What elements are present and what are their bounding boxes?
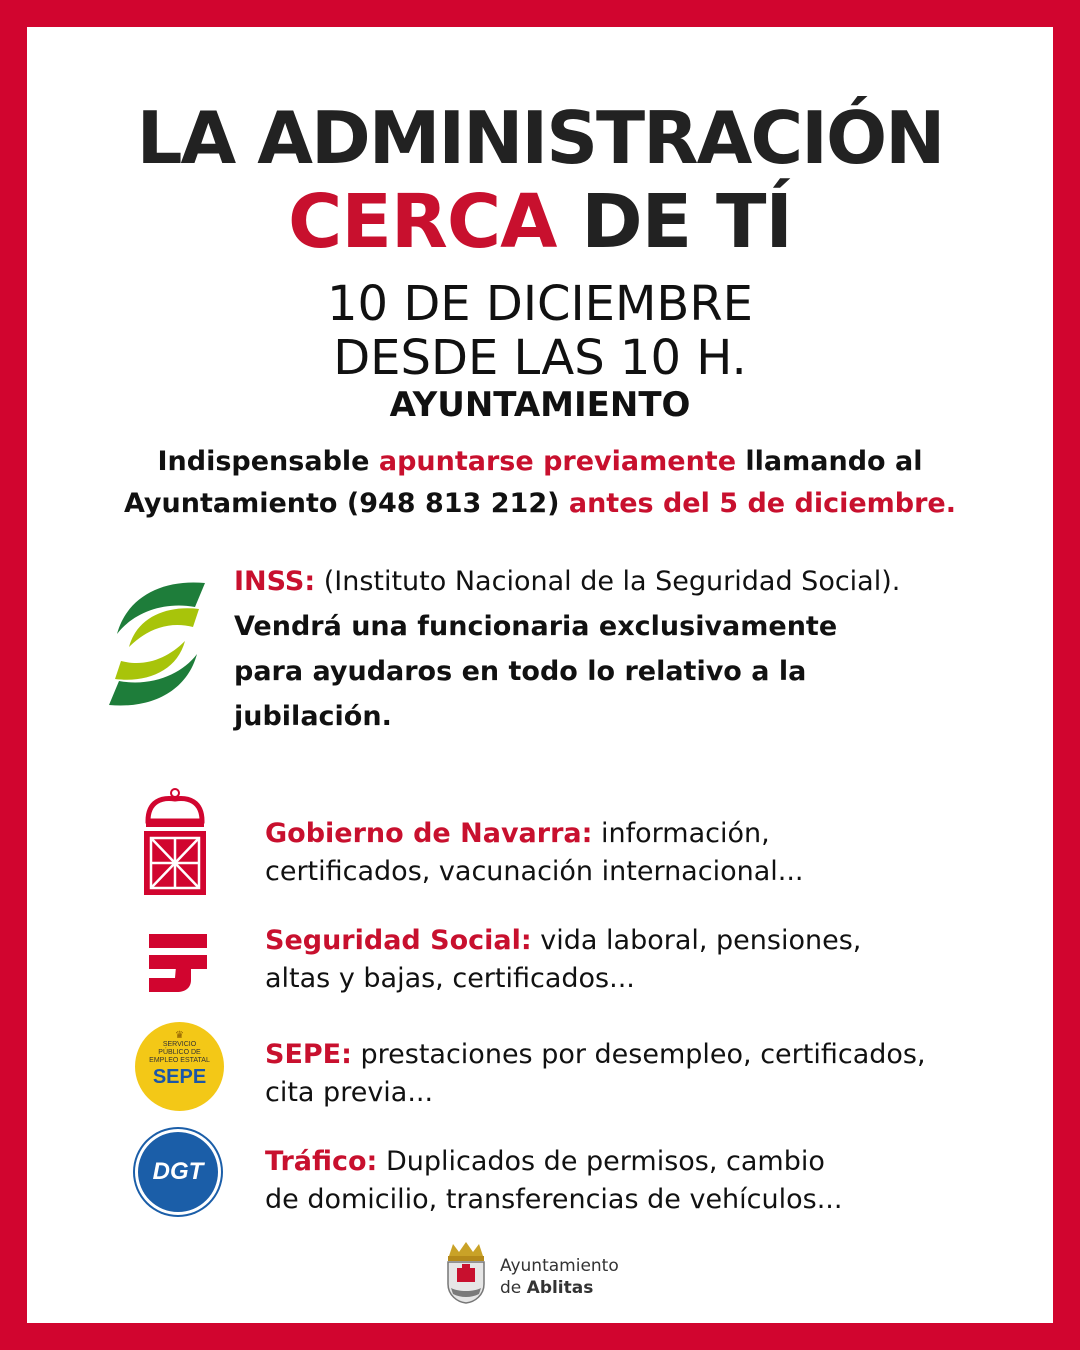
service-desc: vida laboral, pensiones, xyxy=(531,925,862,956)
inss-desc: (Instituto Nacional de la Seguridad Social). xyxy=(315,566,901,597)
date-line: 10 DE DICIEMBRE xyxy=(326,276,754,332)
inss-block xyxy=(234,559,1014,739)
service-desc: Duplicados de permisos, cambio xyxy=(377,1146,825,1177)
footer-prefix: de xyxy=(500,1278,527,1298)
notice-text: llamando al xyxy=(736,446,923,477)
service-seguridad-social xyxy=(265,922,1025,998)
service-desc: certificados, vacunación internacional... xyxy=(265,856,804,887)
footer-town: Ablitas xyxy=(526,1278,594,1298)
service-sepe xyxy=(265,1036,1025,1112)
sepe-logo-icon xyxy=(135,1022,224,1111)
notice-highlight: apuntarse previamente xyxy=(378,446,737,477)
service-desc: de domicilio, transferencias de vehículos... xyxy=(265,1184,843,1215)
service-name: Seguridad Social: xyxy=(265,925,532,956)
inss-detail-line: para ayudaros en todo lo relativo a la xyxy=(234,656,807,687)
crest-icon: ♛ xyxy=(175,1030,184,1041)
title-rest: DE TÍ xyxy=(581,179,792,265)
inss-logo-icon xyxy=(107,579,207,709)
service-trafico xyxy=(265,1143,1025,1219)
time-line: DESDE LAS 10 H. xyxy=(333,330,747,386)
service-name: Tráfico: xyxy=(265,1146,378,1177)
service-desc: prestaciones por desempleo, certificados, xyxy=(351,1039,926,1070)
footer-line-1: Ayuntamiento xyxy=(500,1256,619,1276)
service-desc: altas y bajas, certificados... xyxy=(265,963,635,994)
title-line-1: LA ADMINISTRACIÓN xyxy=(136,96,944,180)
sepe-logo-label: SEPE xyxy=(152,1066,207,1088)
inss-detail-line: jubilación. xyxy=(234,701,392,732)
sepe-logo-subtitle: SERVICIO PÚBLICO DE EMPLEO ESTATAL xyxy=(149,1041,210,1064)
service-name: Gobierno de Navarra: xyxy=(265,818,593,849)
title-line-2 xyxy=(27,177,1053,267)
seguridad-social-icon xyxy=(147,932,209,994)
notice-deadline: antes del 5 de diciembre. xyxy=(568,488,956,519)
footer-label xyxy=(500,1255,619,1299)
dgt-logo-label: DGT xyxy=(152,1158,204,1185)
service-desc: cita previa... xyxy=(265,1077,434,1108)
inss-detail-line: Vendrá una funcionaria exclusivamente xyxy=(234,611,838,642)
dgt-logo-icon xyxy=(135,1129,221,1215)
venue: AYUNTAMIENTO xyxy=(389,385,691,425)
notice-phone: Ayuntamiento (948 813 212) xyxy=(124,488,569,519)
ablitas-coat-of-arms-icon xyxy=(443,1242,489,1304)
service-gobierno-navarra xyxy=(265,815,1025,891)
poster xyxy=(27,27,1053,1323)
inss-name: INSS: xyxy=(234,566,316,597)
navarra-shield-icon xyxy=(140,787,210,899)
notice-text: Indispensable xyxy=(157,446,379,477)
service-name: SEPE: xyxy=(265,1039,352,1070)
title-highlight: CERCA xyxy=(288,179,557,265)
registration-notice xyxy=(27,441,1053,525)
service-desc: información, xyxy=(592,818,770,849)
